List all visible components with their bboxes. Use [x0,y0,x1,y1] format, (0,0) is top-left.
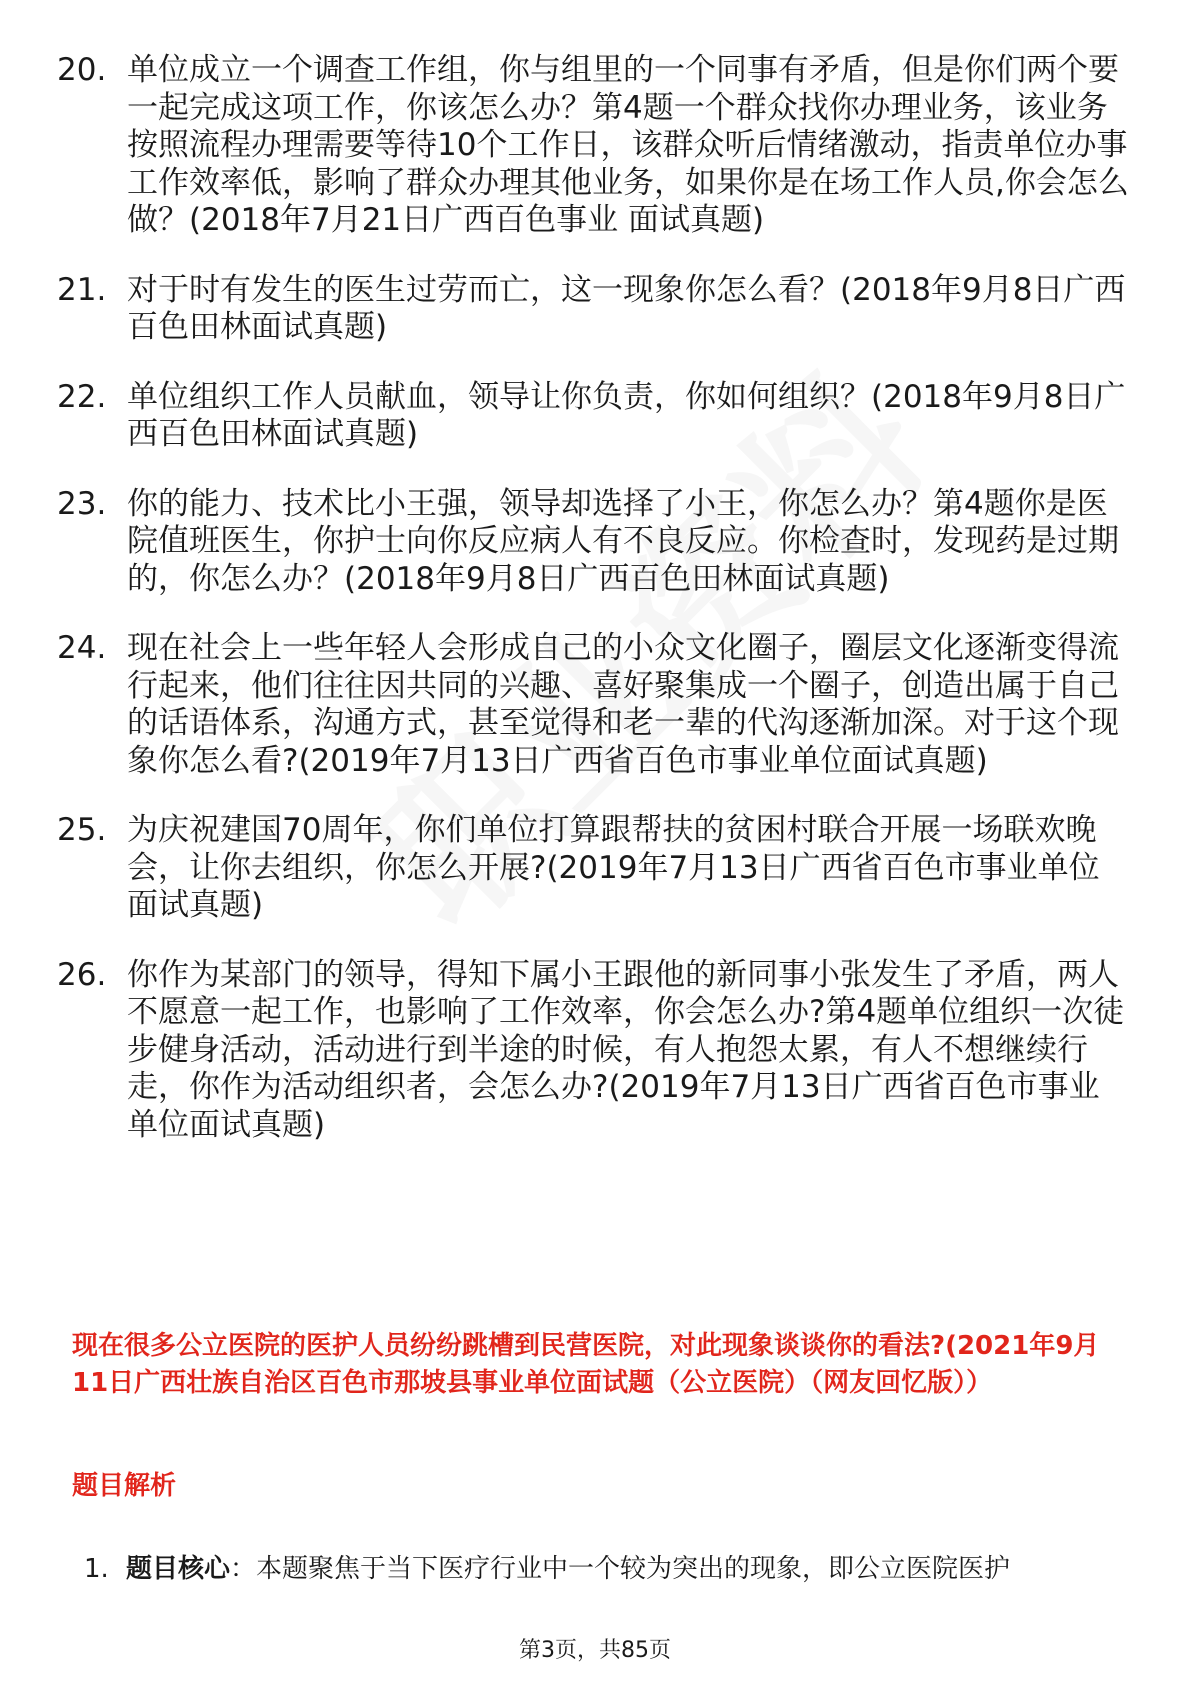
question-text: 现在社会上一些年轻人会形成自己的小众文化圈子，圈层文化逐渐变得流行起来，他们往往因共同的兴趣、喜好聚集成一个圈子，创造出属于自己的话语体系，沟通方式，甚至觉得和老一辈的代沟逐渐加深。对于这个现象你怎么看?(2019年7月13日广西省百色市事业单位面试真题) [127,630,1119,779]
analysis-item-separator: ： [230,1554,257,1584]
question-number: 20. [57,52,107,88]
question-number: 26. [57,956,107,993]
highlight-question: 现在很多公立医院的医护人员纷纷跳槽到民营医院，对此现象谈谈你的看法?(2021年9月11日广西壮族自治区百色市那坡县事业单位面试题（公立医院）（网友回忆版）） [72,1331,1100,1398]
question-item [0,272,1190,347]
analysis-item-label: 题目核心 [126,1554,231,1584]
question-number: 21. [57,271,107,308]
analysis-item-number: 1. [84,1554,109,1584]
question-text: 单位组织工作人员献血，领导让你负责，你如何组织？(2018年9月8日广西百色田林面试真题) [127,378,1126,452]
question-number: 24. [57,630,107,666]
question-number: 25. [57,812,107,848]
question-text: 为庆祝建国70周年，你们单位打算跟帮扶的贫困村联合开展一场联欢晚会，让你去组织，你怎么开展?(2019年7月13日广西省百色市事业单位面试真题) [127,812,1100,923]
analysis-item [84,1551,1144,1588]
question-number: 23. [57,485,107,522]
question-item [0,957,1190,1145]
question-text: 你的能力、技术比小王强，领导却选择了小王，你怎么办？第4题你是医院值班医生，你护士向你反应病人有不良反应。你检查时，发现药是过期的，你怎么办？(2018年9月8日广西百色田林面试真题) [127,485,1119,597]
analysis-item-text: 本题聚焦于当下医疗行业中一个较为突出的现象，即公立医院医护 [256,1554,1011,1584]
question-item [0,52,1190,240]
question-text: 对于时有发生的医生过劳而亡，这一现象你怎么看？(2018年9月8日广西百色田林面试真题) [127,271,1126,345]
question-item [0,630,1190,780]
page-footer: 第3页，共85页 [519,1638,671,1663]
analysis-title: 题目解析 [72,1471,177,1501]
question-list [0,52,1190,1176]
question-item [0,379,1190,454]
question-text: 你作为某部门的领导，得知下属小王跟他的新同事小张发生了矛盾，两人不愿意一起工作，也影响了工作效率，你会怎么办?第4题单位组织一次徒步健身活动，活动进行到半途的时候，有人抱怨太累，有人不想继续行走，你作为活动组织者，会怎么办?(2019年7月13日广西省百色市事业单位面试真题) [127,956,1125,1143]
question-item [0,812,1190,925]
question-text: 单位成立一个调查工作组，你与组里的一个同事有矛盾，但是你们两个要一起完成这项工作，你该怎么办？第4题一个群众找你办理业务，该业务按照流程办理需要等待10个工作日，该群众听后情绪激动，指责单位办事工作效率低，影响了群众办理其他业务，如果你是在场工作人员,你会怎么做？(2018年7月21日广西百色事业 面试真题) [127,52,1129,238]
question-item [0,486,1190,599]
question-number: 22. [57,378,107,415]
